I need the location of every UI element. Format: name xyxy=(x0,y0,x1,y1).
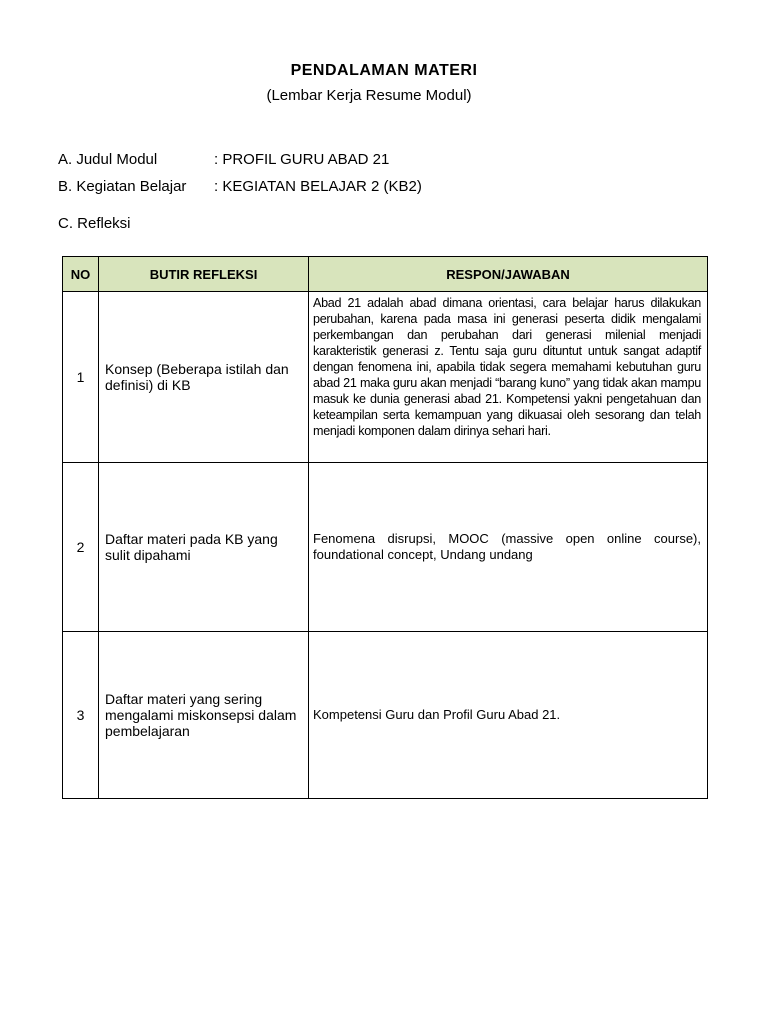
respon-cell: Abad 21 adalah abad dimana orientasi, cara belajar harus dilakukan perubahan, karena pada masa ini generasi peserta didik mengalami perkembangan dan perubahan dari generasi milenial menjadi karakteristik generasi z. Tentu saja guru dituntut untuk sangat adaptif dengan fenomena ini, apabila tidak segera memahami kebutuhan guru abad 21 maka guru akan menjadi “barang kuno” yang tidak akan mampu masuk ke dunia generasi abad 21. Kompetensi yakni pengetahuan dan keteampilan serta kemampuan yang dikuasai oleh sesorang dan telah menjadi komponen dalam dirinya sehari hari. xyxy=(309,292,708,463)
butir-cell: Konsep (Beberapa istilah dan definisi) di KB xyxy=(99,292,309,463)
judul-modul-value: : PROFIL GURU ABAD 21 xyxy=(214,151,390,168)
kegiatan-belajar-row xyxy=(58,178,422,195)
table-row xyxy=(63,292,708,463)
butir-cell: Daftar materi yang sering mengalami miskonsepsi dalam pembelajaran xyxy=(99,632,309,799)
table-header-row xyxy=(63,257,708,292)
row-number: 2 xyxy=(63,463,99,632)
header-butir: BUTIR REFLEKSI xyxy=(99,257,309,292)
butir-cell: Daftar materi pada KB yang sulit dipahami xyxy=(99,463,309,632)
respon-cell: Fenomena disrupsi, MOOC (massive open online course), foundational concept, Undang undang xyxy=(309,463,708,632)
kegiatan-belajar-label: B. Kegiatan Belajar xyxy=(58,178,187,195)
header-respon: RESPON/JAWABAN xyxy=(309,257,708,292)
respon-cell: Kompetensi Guru dan Profil Guru Abad 21. xyxy=(309,632,708,799)
row-number: 3 xyxy=(63,632,99,799)
kegiatan-belajar-value: : KEGIATAN BELAJAR 2 (KB2) xyxy=(214,178,422,195)
page-subtitle: (Lembar Kerja Resume Modul) xyxy=(266,87,472,104)
header-no: NO xyxy=(63,257,99,292)
table-row xyxy=(63,463,708,632)
row-number: 1 xyxy=(63,292,99,463)
table-row xyxy=(63,632,708,799)
refleksi-heading: C. Refleksi xyxy=(58,215,131,232)
refleksi-table xyxy=(62,256,708,799)
judul-modul-label: A. Judul Modul xyxy=(58,151,158,168)
page-title: PENDALAMAN MATERI xyxy=(290,62,478,79)
judul-modul-row xyxy=(58,151,389,168)
